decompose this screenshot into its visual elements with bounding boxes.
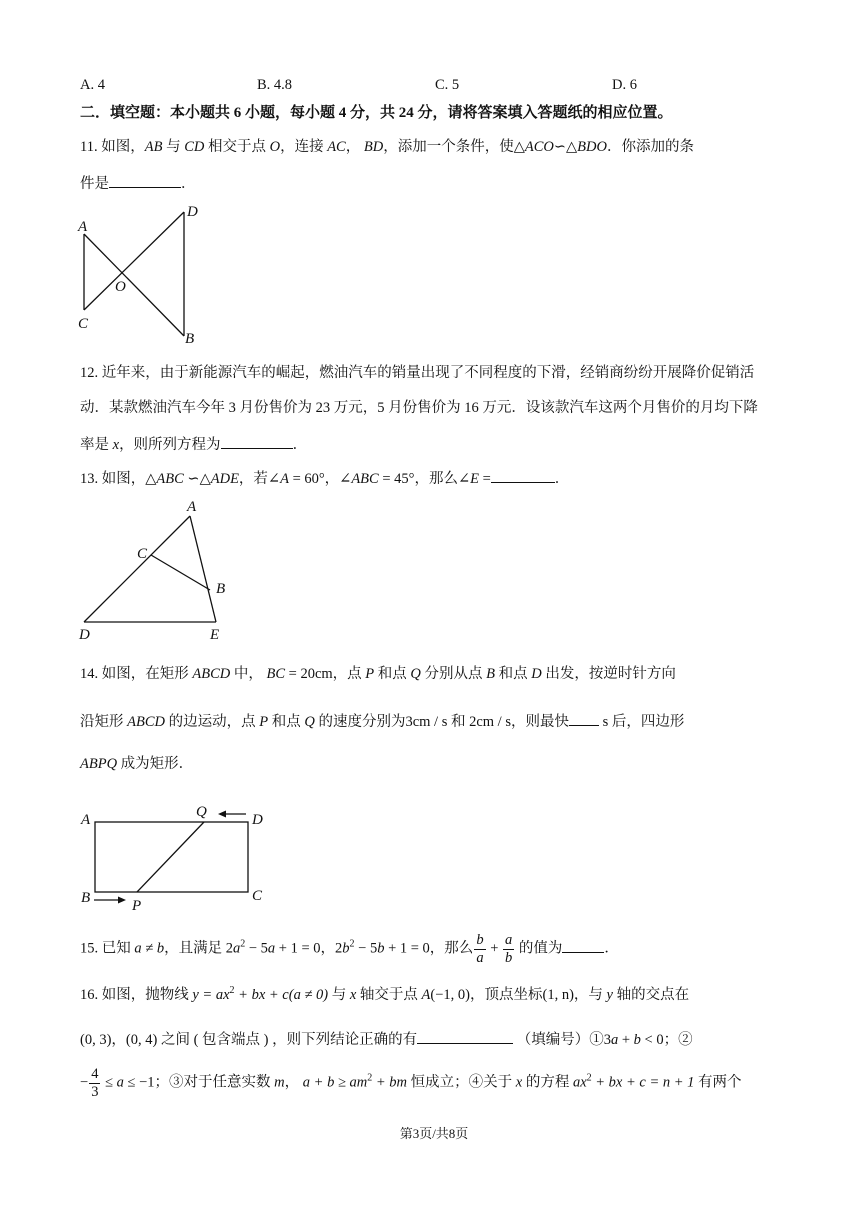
q13-line1: 13. 如图，△ABC ∽△ADE，若∠A = 60°，∠ABC = 45°，那么∠E = ．	[80, 471, 570, 487]
q16-line3: − $\frac{4}{3}$ ≤ a ≤ −1；③对于任意实数 m， $a + b \ge am^2$ + bm 恒成立；④关于 x 的方程 $ax^2$ + bx + c = n + 1 有两个	[80, 1066, 742, 1100]
q14-label-b: B	[81, 890, 91, 906]
q11-label-d: D	[187, 204, 198, 220]
q13-label-d: D	[79, 627, 90, 643]
q16-line2: (0, 3)，(0, 4) 之间 ( 包含端点 ) ，则下列结论正确的有 （填编号）①3a + b < 0；②	[80, 1032, 693, 1048]
q16-fraction-four-thirds: $\frac{4}{3}$	[91, 1066, 99, 1100]
q15-fraction-b-over-a: $\frac{b}{a}$	[476, 932, 484, 966]
option-d: D. 6	[612, 77, 637, 93]
q11-figure	[72, 198, 212, 348]
option-b: B. 4.8	[257, 77, 293, 93]
q11-line1: 11. 如图，AB 与 CD 相交于点 O，连接 AC， BD，添加一个条件，使△ACO∽△BDO．你添加的条	[80, 139, 694, 155]
q14-label-a: A	[81, 812, 91, 828]
page-footer: 第3页/共8页	[399, 1126, 469, 1141]
q12-line3: 率是 x，则所列方程为 ．	[80, 437, 308, 453]
q14-label-q: Q	[196, 804, 207, 820]
q11-answer-blank[interactable]	[109, 175, 181, 188]
option-a: A. 4	[80, 77, 105, 93]
q14-label-c: C	[252, 888, 263, 904]
q11-label-o: O	[115, 279, 126, 295]
q13-label-e: E	[210, 627, 220, 643]
q13-label-a: A	[187, 499, 197, 515]
q13-answer-blank[interactable]	[491, 470, 555, 483]
q12-answer-blank[interactable]	[221, 436, 293, 449]
q14-label-d: D	[252, 812, 263, 828]
q15-fraction-a-over-b: $\frac{a}{b}$	[505, 932, 513, 966]
q13-label-b: B	[216, 581, 226, 597]
q13-figure	[74, 496, 244, 644]
q14-line3: ABPQ 成为矩形．	[80, 756, 194, 772]
q12-line1: 12. 近年来，由于新能源汽车的崛起，燃油汽车的销量出现了不同程度的下滑，经销商纷纷开展降价促销活	[80, 365, 755, 381]
q16-answer-blank[interactable]	[417, 1031, 513, 1044]
q13-label-c: C	[137, 546, 148, 562]
option-c: C. 5	[435, 77, 460, 93]
q14-line1: 14. 如图，在矩形 ABCD 中， BC = 20cm，点 P 和点 Q 分别从点 B 和点 D 出发，按逆时针方向	[80, 666, 676, 682]
q14-answer-blank[interactable]	[569, 713, 599, 726]
q11-line2: 件是 ．	[80, 176, 196, 192]
q11-label-a: A	[78, 219, 88, 235]
q12-line2: 动．某款燃油汽车今年 3 月份售价为 23 万元，5 月份售价为 16 万元．设该款汽车这两个月售价的月均下降	[80, 400, 758, 416]
q15-line: 15. 已知 a ≠ b，且满足 $2a^2 - 5a + 1 = 0$，$2b^2 - 5b + 1 = 0$，那么 $\frac{b}{a}$ + $\frac{a}{b}$ 的值为 ．	[80, 932, 619, 966]
q14-label-p: P	[132, 898, 142, 914]
q11-label-c: C	[78, 316, 89, 332]
q11-label-b: B	[185, 331, 195, 347]
q14-figure	[74, 802, 274, 914]
section-heading: 二．填空题：本小题共 6 小题，每小题 4 分，共 24 分，请将答案填入答题纸的相应位置。	[80, 105, 673, 121]
q15-answer-blank[interactable]	[562, 940, 604, 953]
q16-line1: 16. 如图，抛物线 $y = ax^2$ + bx + c(a ≠ 0) 与 x 轴交于点 A(−1, 0)，顶点坐标(1, n)，与 y 轴的交点在	[80, 985, 690, 1003]
q14-line2: 沿矩形 ABCD 的边运动，点 P 和点 Q 的速度分别为3cm / s 和 2cm / s，则最快 s 后，四边形	[80, 714, 685, 730]
